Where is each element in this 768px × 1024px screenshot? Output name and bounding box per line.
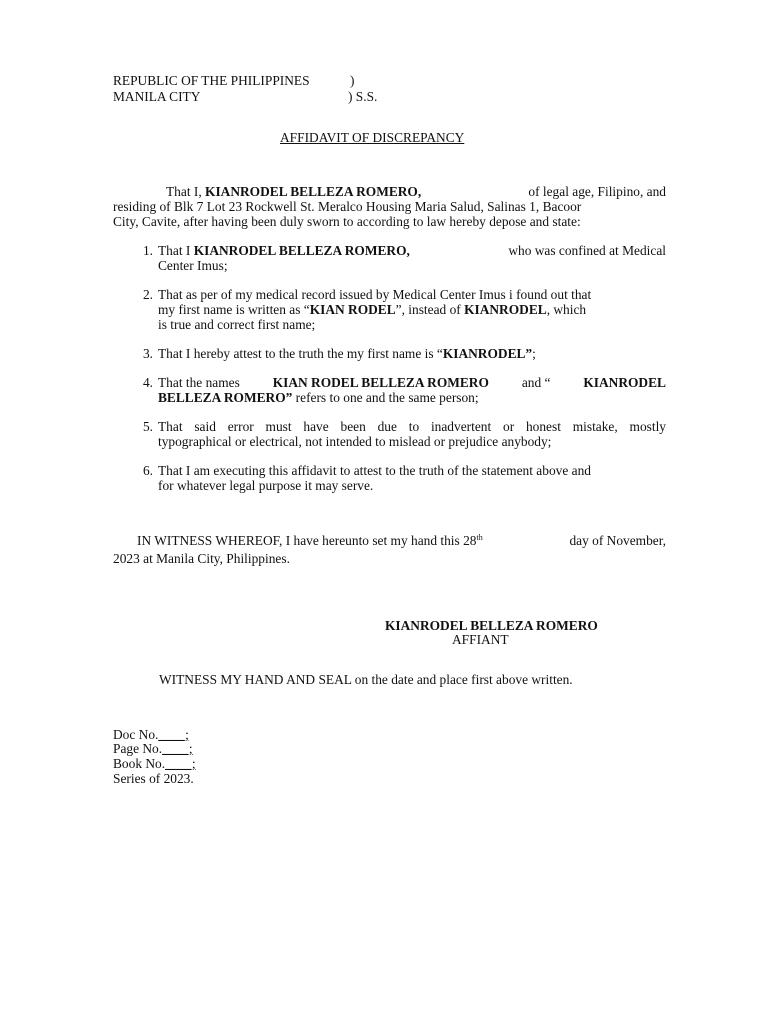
item-2-text-a: my first name is written as “: [158, 302, 310, 317]
intro-line-1-rest: of legal age, Filipino, and: [528, 184, 666, 199]
series-line: Series of 2023.: [113, 771, 194, 786]
list-item-line: [158, 243, 666, 273]
list-item-number: 6.: [142, 463, 153, 478]
item-6-line-1: That I am executing this affidavit to attest to the truth of the statement above and: [158, 463, 591, 478]
venue-ss: ) S.S.: [348, 89, 378, 104]
list-item-line: [158, 419, 666, 449]
doc-ref-page: [113, 741, 193, 756]
notary-line: WITNESS MY HAND AND SEAL on the date and place first above written.: [159, 672, 573, 687]
doc-ref-label: Doc No.: [113, 727, 159, 742]
item-5-line-2: typographical or electrical, not intended to mislead or prejudice anybody;: [158, 434, 552, 449]
list-item-number: 5.: [142, 419, 153, 434]
list-item-number: 4.: [142, 375, 153, 390]
doc-ref-book: [113, 756, 196, 771]
item-2-text-c: ”, instead of: [395, 302, 465, 317]
item-3-text-a: That I hereby attest to the truth the my first name is “: [158, 346, 443, 361]
affiant-role: AFFIANT: [452, 632, 509, 647]
witness-line-2: 2023 at Manila City, Philippines.: [113, 551, 290, 566]
witness-text-b: day of November,: [569, 533, 666, 548]
item-2-text-e: , which: [546, 302, 587, 317]
item-3-bold-b: KIANRODEL”: [442, 346, 533, 361]
venue-country: REPUBLIC OF THE PHILIPPINES: [113, 73, 310, 88]
venue-line-1: [113, 73, 310, 88]
intro-line-2: residing of Blk 7 Lot 23 Rockwell St. Meralco Housing Maria Salud, Salinas 1, Bacoor: [113, 199, 582, 214]
list-item-line: [158, 463, 666, 493]
intro-pre: That I,: [166, 184, 206, 199]
item-2-bold-d: KIANRODEL: [464, 302, 547, 317]
list-item-line: [158, 346, 666, 361]
doc-ref-blank: ____;: [158, 727, 189, 742]
item-4-bold-b: KIAN RODEL BELLEZA ROMERO: [272, 375, 489, 390]
item-4-bold-e: BELLEZA ROMERO”: [158, 390, 293, 405]
doc-ref-label: Page No.: [113, 741, 163, 756]
list-item-line: [158, 375, 666, 405]
item-1-line-2: Center Imus;: [158, 258, 228, 273]
doc-ref-blank: ____;: [162, 741, 193, 756]
item-6-line-2: for whatever legal purpose it may serve.: [158, 478, 374, 493]
doc-ref-blank: ____;: [165, 756, 196, 771]
list-item-number: 1.: [142, 243, 153, 258]
item-1-name: KIANRODEL BELLEZA ROMERO,: [193, 243, 410, 258]
affiant-name: KIANRODEL BELLEZA ROMERO: [385, 618, 598, 633]
item-1-text-c: who was confined at Medical: [508, 243, 666, 258]
list-item-number: 2.: [142, 287, 153, 302]
item-4-text-c: and “: [521, 375, 551, 390]
list-item-number: 3.: [142, 346, 153, 361]
doc-ref-doc: [113, 727, 189, 742]
item-2-line-2: [158, 302, 666, 317]
witness-line-1: [137, 533, 666, 548]
doc-ref-label: Book No.: [113, 756, 166, 771]
item-1-text-a: That I: [158, 243, 194, 258]
item-4-bold-d: KIANRODEL: [583, 375, 666, 390]
document-title: AFFIDAVIT OF DISCREPANCY: [280, 130, 465, 145]
item-4-text-a: That the names: [158, 375, 240, 390]
item-4-line-1: [158, 375, 666, 390]
item-5-line-1: That said error must have been due to inadvertent or honest mistake, mostly: [158, 419, 666, 434]
item-2-line-1: That as per of my medical record issued by Medical Center Imus i found out that: [158, 287, 592, 302]
item-3-text-c: ;: [532, 346, 536, 361]
intro-line-1: [166, 184, 666, 199]
item-2-bold-b: KIAN RODEL: [309, 302, 396, 317]
venue-city: MANILA CITY: [113, 89, 201, 104]
item-4-line-2: [158, 390, 666, 405]
intro-line-3: City, Cavite, after having been duly sworn to according to law hereby depose and state:: [113, 214, 581, 229]
item-2-line-3: is true and correct first name;: [158, 317, 316, 332]
witness-text-a: IN WITNESS WHEREOF, I have hereunto set my hand this 28: [137, 533, 477, 548]
item-4-text-f: refers to one and the same person;: [292, 390, 479, 405]
list-item-line: [158, 287, 666, 332]
intro-affiant-name: KIANRODEL BELLEZA ROMERO,: [205, 184, 422, 199]
witness-ordinal-suffix: th: [476, 533, 483, 542]
venue-paren-1: ): [350, 73, 355, 88]
